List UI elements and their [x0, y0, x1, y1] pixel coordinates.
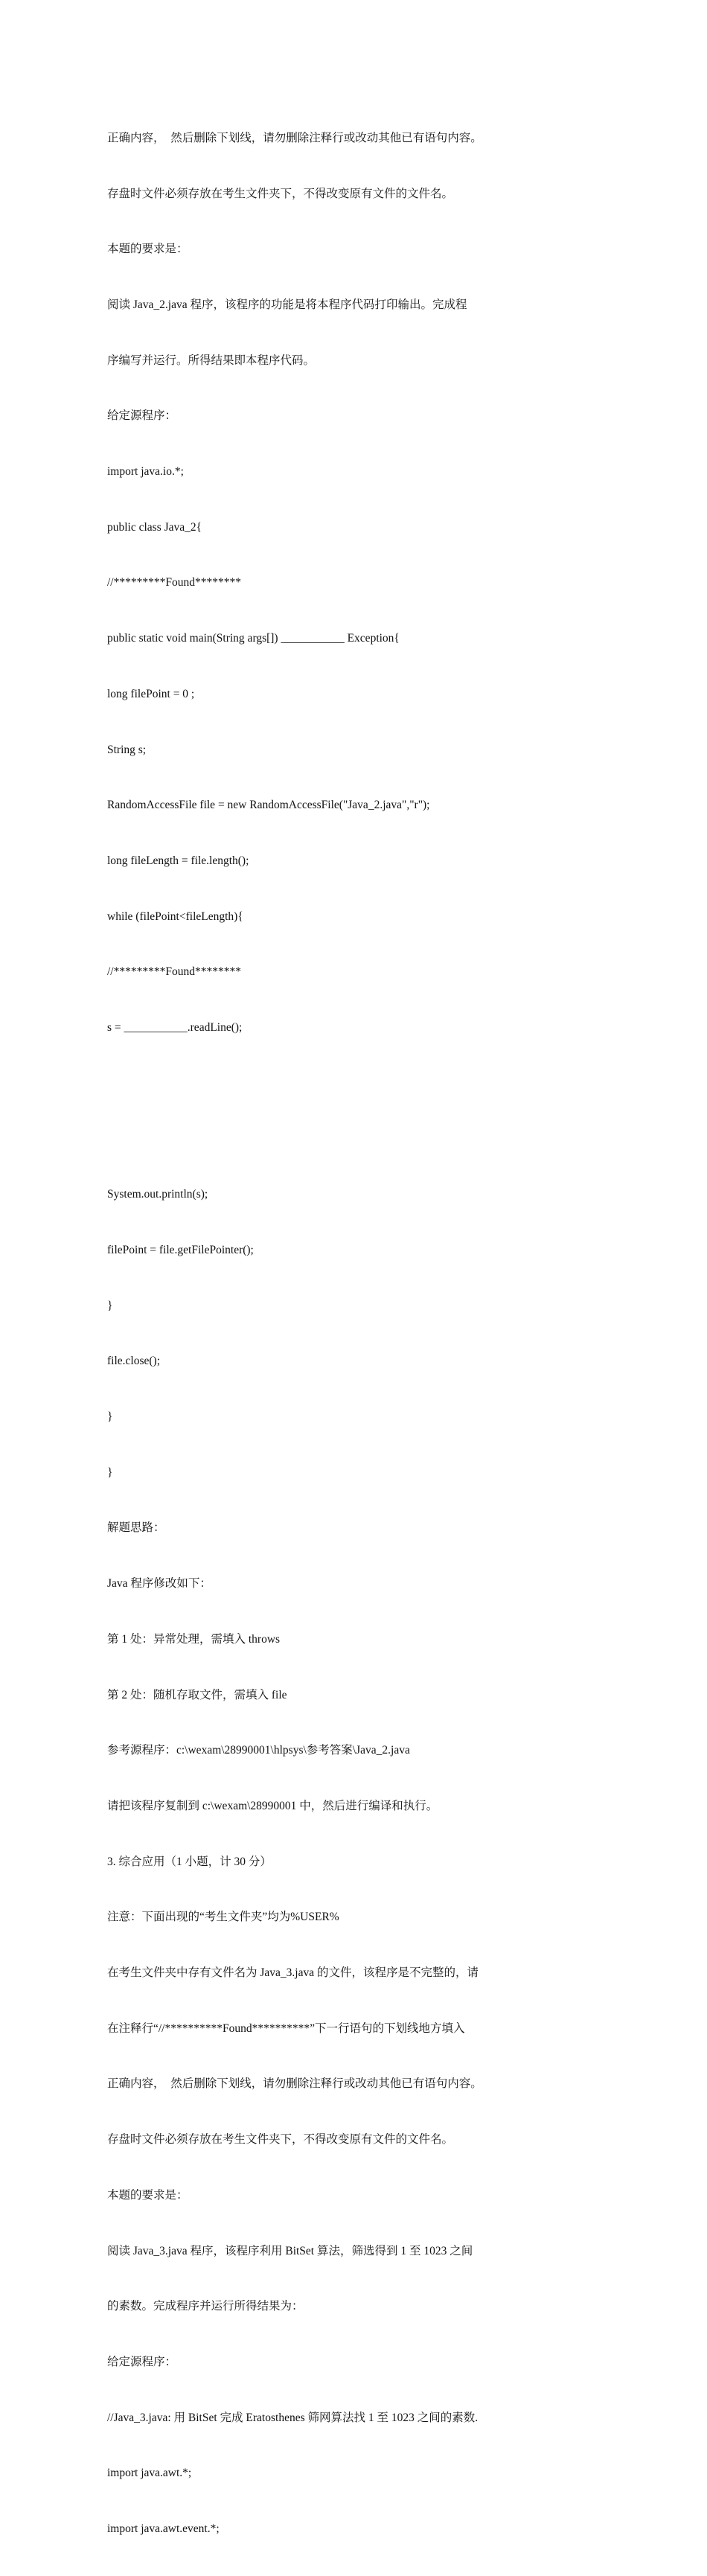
- code-line: while (filePoint<fileLength){: [107, 910, 243, 923]
- code-line: //*********Found********: [107, 965, 241, 979]
- code-line: }: [107, 1410, 113, 1423]
- text-line: 的素数。完成程序并运行所得结果为：: [107, 2300, 304, 2313]
- text-line: Java 程序修改如下：: [107, 1577, 211, 1591]
- blank-line: [107, 1130, 524, 1148]
- text-line: 请把该程序复制到 c:\wexam\28990001 中，然后进行编译和执行。: [107, 1799, 438, 1812]
- code-line: //Java_3.java: 用 BitSet 完成 Eratosthenes 筛网算法找 1 至 1023 之间的素数.: [107, 2411, 479, 2424]
- text-line: 参考源程序：c:\wexam\28990001\hlpsys\参考答案\Java_2.java: [107, 1744, 410, 1757]
- text-line: 在注释行“//**********Found**********”下一行语句的下划线地方填入: [107, 2022, 465, 2035]
- text-line: 注意：下面出现的“考生文件夹”均为%USER%: [107, 1911, 339, 1924]
- code-line: String s;: [107, 743, 147, 756]
- text-line: 解题思路：: [107, 1521, 165, 1535]
- code-line: RandomAccessFile file = new RandomAccessFile("Java_2.java","r");: [107, 799, 430, 812]
- code-line: file.close();: [107, 1355, 161, 1368]
- text-line: 本题的要求是：: [107, 243, 188, 256]
- code-line: long filePoint = 0 ;: [107, 687, 195, 700]
- code-line: }: [107, 1466, 113, 1479]
- text-line: 正确内容， 然后删除下划线，请勿删除注释行或改动其他已有语句内容。: [107, 2077, 482, 2091]
- text-line: 第 2 处：随机存取文件，需填入 file: [107, 1688, 287, 1701]
- text-line: 序编写并运行。所得结果即本程序代码。: [107, 354, 316, 367]
- code-line: long fileLength = file.length();: [107, 854, 249, 867]
- code-line: filePoint = file.getFilePointer();: [107, 1243, 254, 1256]
- code-line: //*********Found********: [107, 576, 241, 589]
- code-line: }: [107, 1299, 113, 1312]
- section-heading: 3. 综合应用（1 小题，计 30 分）: [107, 1855, 272, 1868]
- blank-line: [107, 1075, 524, 1093]
- code-line: public static void main(String args[]) ___________ Exception{: [107, 632, 400, 645]
- text-line: 阅读 Java_3.java 程序，该程序利用 BitSet 算法，筛选得到 1 至 1023 之间: [107, 2244, 473, 2257]
- code-line: import java.io.*;: [107, 465, 184, 479]
- text-line: 阅读 Java_2.java 程序，该程序的功能是将本程序代码打印输出。完成程: [107, 298, 467, 311]
- code-line: public class Java_2{: [107, 520, 202, 534]
- code-line: s = ___________.readLine();: [107, 1021, 243, 1035]
- code-line: System.out.println(s);: [107, 1188, 208, 1201]
- text-line: 存盘时文件必须存放在考生文件夹下，不得改变原有文件的文件名。: [107, 2133, 454, 2147]
- text-line: 正确内容， 然后删除下划线，请勿删除注释行或改动其他已有语句内容。: [107, 131, 482, 144]
- document-text: [107, 92, 524, 2576]
- text-line: 本题的要求是：: [107, 2188, 188, 2202]
- text-line: 存盘时文件必须存放在考生文件夹下，不得改变原有文件的文件名。: [107, 187, 454, 200]
- text-line: 第 1 处：异常处理，需填入 throws: [107, 1632, 281, 1646]
- code-line: import java.awt.*;: [107, 2467, 192, 2480]
- text-line: 给定源程序：: [107, 409, 177, 423]
- text-line: 给定源程序：: [107, 2355, 177, 2368]
- text-line: 在考生文件夹中存有文件名为 Java_3.java 的文件，该程序是不完整的，请: [107, 1966, 479, 1980]
- code-line: import java.awt.event.*;: [107, 2522, 220, 2536]
